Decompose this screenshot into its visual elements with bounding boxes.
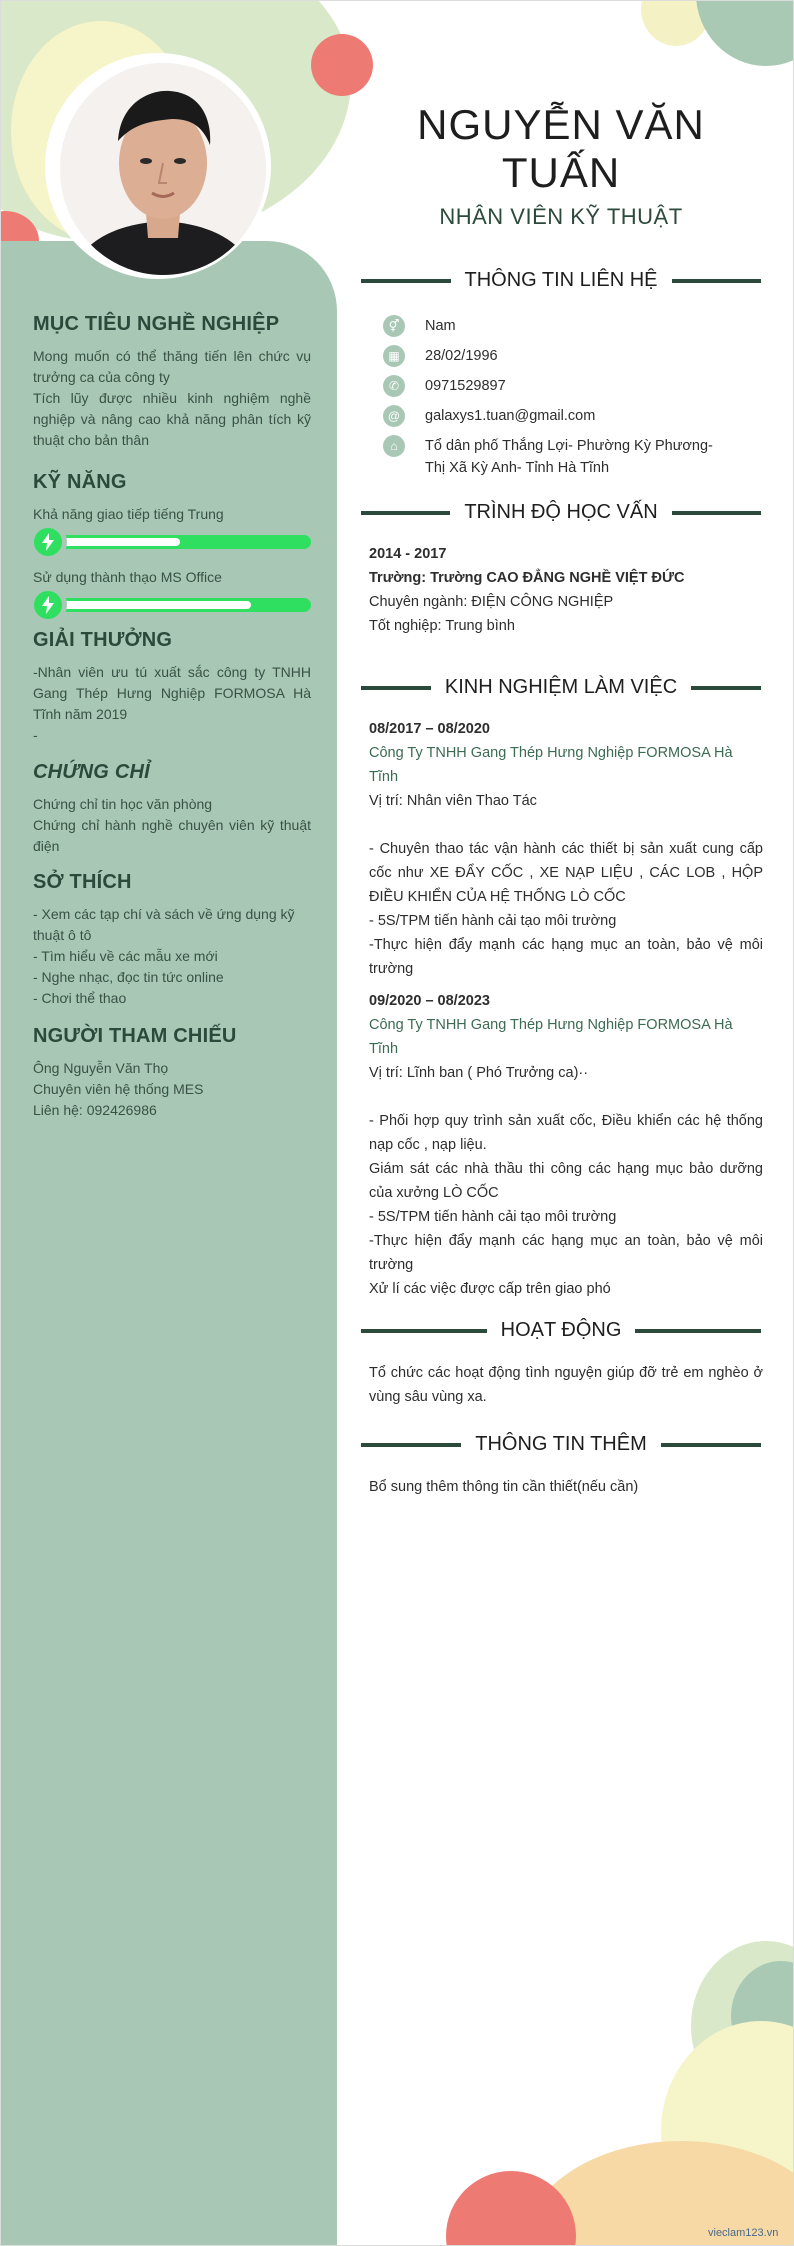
contact-heading [361, 269, 761, 292]
lightning-icon [29, 586, 67, 624]
spacer [369, 813, 763, 837]
hobby-item: - Tìm hiểu về các mẫu xe mới [33, 948, 218, 964]
additional-text: Bổ sung thêm thông tin cần thiết(nếu cần) [369, 1479, 639, 1495]
awards-text: -Nhân viên ưu tú xuất sắc công ty TNHH Gang Thép Hưng Nghiệp FORMOSA Hà Tĩnh năm 2019 [33, 664, 311, 722]
certificates-title: CHỨNG CHỈ [33, 761, 150, 783]
heading-rule [361, 279, 451, 283]
skill-item [33, 504, 311, 549]
location-icon: ⌂ [383, 435, 405, 457]
job-duty: - Phối hợp quy trình sản xuất cốc, Điều khiển các hệ thống nạp cốc , nạp liệu. [369, 1113, 763, 1153]
education-block [369, 542, 763, 638]
job-duty: - Chuyên thao tác vận hành các thiết bị sản xuất cung cấp cốc như XE ĐẨY CỐC , XE NẠP LIỆU , CÁC LOB , HỘP ĐIỀU KHIỂN CỦA HỆ THỐNG LÒ CỐC [369, 841, 763, 905]
heading-rule [691, 686, 761, 690]
job-period: 08/2017 – 08/2020 [369, 721, 490, 737]
experience-job-2 [369, 989, 763, 1301]
education-grade: Tốt nghiệp: Trung bình [369, 618, 515, 634]
heading-rule [672, 279, 762, 283]
address-line-2: Thị Xã Kỳ Anh- Tỉnh Hà Tĩnh [425, 460, 610, 476]
reference-role: Chuyên viên hệ thống MES [33, 1081, 204, 1097]
heading-rule [361, 1329, 487, 1333]
dob-value: 28/02/1996 [425, 348, 498, 364]
contact-title: THÔNG TIN LIÊN HỆ [464, 269, 658, 291]
experience-job-1 [369, 717, 763, 981]
hobbies-section [33, 871, 311, 1009]
education-heading [361, 501, 761, 524]
activities-title: HOẠT ĐỘNG [500, 1319, 622, 1341]
reference-title: NGƯỜI THAM CHIẾU [33, 1025, 237, 1047]
job-company: Công Ty TNHH Gang Thép Hưng Nghiệp FORMOSA Hà Tĩnh [369, 745, 733, 785]
objective-section [33, 313, 311, 451]
phone-value: 0971529897 [425, 378, 506, 394]
calendar-icon: ▦ [383, 345, 405, 367]
avatar [60, 63, 266, 275]
watermark: vieclam123.vn [708, 2227, 779, 2239]
contact-gender [383, 315, 763, 337]
heading-rule [361, 1443, 461, 1447]
hobby-item: - Xem các tạp chí và sách về ứng dụng kỹ thuật ô tô [33, 906, 295, 943]
objective-text-1: Mong muốn có thể thăng tiến lên chức vụ trưởng ca của công ty [33, 348, 311, 385]
education-school: Trường: Trường CAO ĐẲNG NGHỀ VIỆT ĐỨC [369, 570, 685, 586]
experience-title: KINH NGHIỆM LÀM VIỆC [444, 676, 678, 698]
heading-rule [361, 511, 450, 515]
heading-rule [672, 511, 761, 515]
certificates-section [33, 761, 311, 857]
lightning-icon [29, 523, 67, 561]
name-line-1: NGUYỄN VĂN [417, 101, 705, 148]
phone-icon: ✆ [383, 375, 405, 397]
spacer [369, 1085, 763, 1109]
contact-list [383, 315, 763, 487]
heading-rule [361, 686, 431, 690]
additional-heading [361, 1433, 761, 1456]
activities-text: Tổ chức các hoạt động tình nguyện giúp đỡ trẻ em nghèo ở vùng sâu vùng xa. [369, 1365, 763, 1405]
heading-rule [635, 1329, 761, 1333]
address-value [425, 435, 713, 479]
skill-item [33, 567, 311, 612]
certificate-1: Chứng chỉ tin học văn phòng [33, 796, 213, 812]
job-duty: -Thực hiện đẩy mạnh các hạng mục an toàn, bảo vệ môi trường [369, 1233, 763, 1273]
skill-level-fill [61, 601, 251, 609]
skill-label: Sử dụng thành thạo MS Office [33, 569, 222, 585]
certificate-2: Chứng chỉ hành nghề chuyên viên kỹ thuật điện [33, 817, 311, 854]
contact-phone [383, 375, 763, 397]
job-period: 09/2020 – 08/2023 [369, 993, 490, 1009]
decor-circle [311, 34, 373, 96]
skills-section [33, 471, 311, 630]
awards-title: GIẢI THƯỞNG [33, 629, 173, 651]
job-duty: - 5S/TPM tiến hành cải tạo môi trường [369, 913, 617, 929]
education-period: 2014 - 2017 [369, 546, 447, 562]
email-icon: @ [383, 405, 405, 427]
objective-text-2: Tích lũy được nhiều kinh nghiệm nghề nghiệp và nâng cao khả năng phân tích kỹ thuật cho bản thân [33, 390, 311, 448]
gender-value: Nam [425, 318, 456, 334]
heading-rule [661, 1443, 761, 1447]
skill-bar [33, 535, 311, 549]
objective-title: MỤC TIÊU NGHỀ NGHIỆP [33, 313, 280, 335]
contact-dob [383, 345, 763, 367]
reference-name: Ông Nguyễn Văn Thọ [33, 1060, 169, 1076]
skill-bar [33, 598, 311, 612]
activities-heading [361, 1319, 761, 1342]
education-title: TRÌNH ĐỘ HỌC VẤN [464, 501, 658, 523]
job-duty: Giám sát các nhà thầu thi công các hạng mục bảo dưỡng của xưởng LÒ CỐC [369, 1161, 763, 1201]
experience-heading [361, 676, 761, 699]
job-role: Vị trí: Nhân viên Thao Tác [369, 793, 537, 809]
contact-address [383, 435, 763, 479]
avatar-photo [60, 63, 266, 275]
address-line-1: Tổ dân phố Thắng Lợi- Phường Kỳ Phương- [425, 438, 713, 454]
job-duty: - 5S/TPM tiến hành cải tạo môi trường [369, 1209, 617, 1225]
decor-blob [696, 0, 794, 66]
email-value: galaxys1.tuan@gmail.com [425, 408, 596, 424]
hobbies-title: SỞ THÍCH [33, 871, 132, 893]
job-role: Vị trí: Lĩnh ban ( Phó Trưởng ca)·· [369, 1065, 589, 1081]
education-major: Chuyên ngành: ĐIỆN CÔNG NGHIỆP [369, 594, 614, 610]
skill-level-fill [61, 538, 180, 546]
skill-label: Khả năng giao tiếp tiếng Trung [33, 506, 224, 522]
job-duty: -Thực hiện đẩy mạnh các hạng mục an toàn, bảo vệ môi trường [369, 937, 763, 977]
reference-section [33, 1025, 311, 1121]
reference-contact: Liên hệ: 092426986 [33, 1102, 157, 1118]
job-duty: Xử lí các việc được cấp trên giao phó [369, 1281, 611, 1297]
job-position: NHÂN VIÊN KỸ THUẬT [439, 204, 683, 229]
candidate-name [371, 101, 751, 197]
job-company: Công Ty TNHH Gang Thép Hưng Nghiệp FORMOSA Hà Tĩnh [369, 1017, 733, 1057]
awards-section [33, 629, 311, 746]
hobby-item: - Chơi thể thao [33, 990, 127, 1006]
hobby-item: - Nghe nhạc, đọc tin tức online [33, 969, 224, 985]
gender-icon: ⚥ [383, 315, 405, 337]
awards-extra: - [33, 727, 38, 743]
skills-title: KỸ NĂNG [33, 471, 127, 493]
additional-title: THÔNG TIN THÊM [475, 1433, 647, 1455]
contact-email [383, 405, 763, 427]
name-line-2: TUẤN [501, 149, 621, 196]
